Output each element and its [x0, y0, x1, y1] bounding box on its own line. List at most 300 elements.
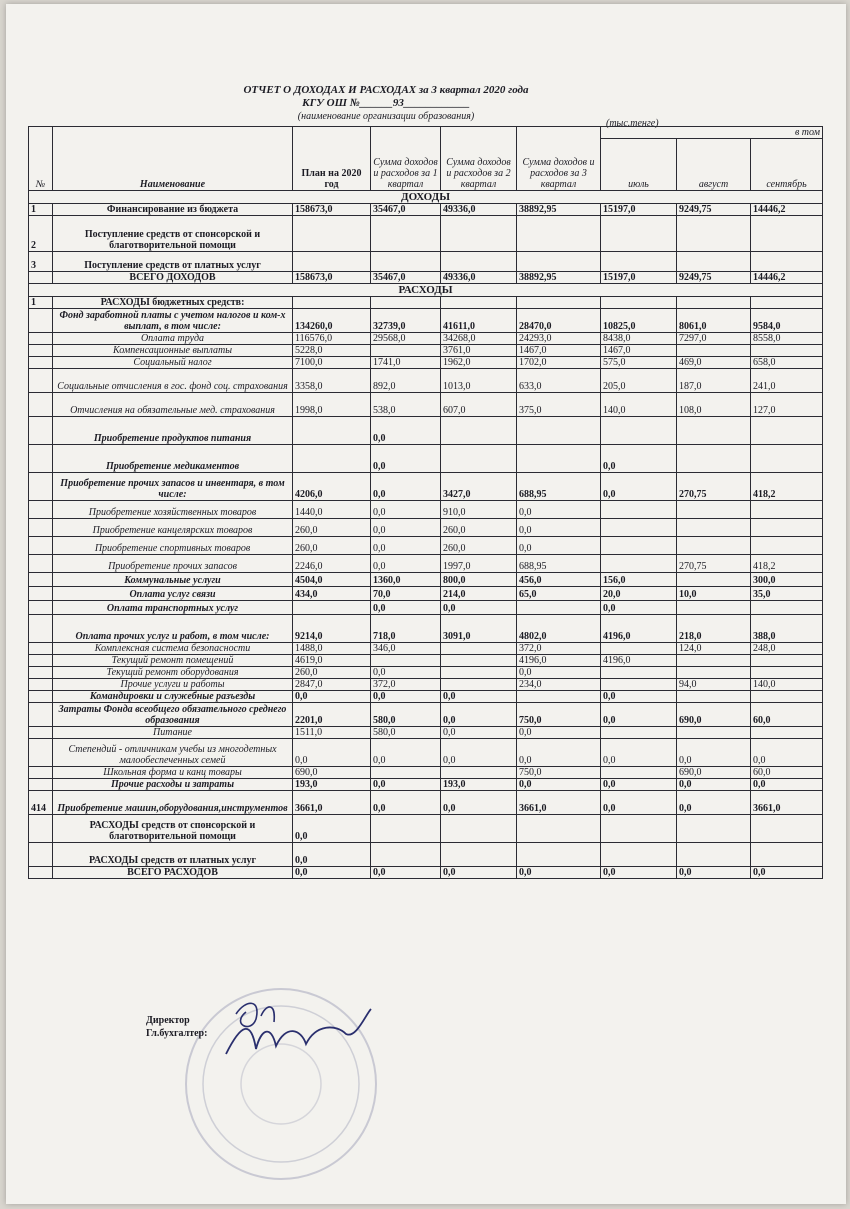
cell-name: Комплексная система безопасности [53, 643, 293, 655]
cell-q3: 38892,95 [517, 204, 601, 216]
cell-m2 [677, 667, 751, 679]
accountant-label: Гл.бухгалтер: [146, 1028, 208, 1039]
cell-q1: 580,0 [371, 727, 441, 739]
cell-q3 [517, 843, 601, 867]
cell-name: Школьная форма и канц товары [53, 767, 293, 779]
cell-plan [293, 252, 371, 272]
cell-q3: 4802,0 [517, 615, 601, 643]
cell-num [29, 309, 53, 333]
cell-m1 [601, 501, 677, 519]
cell-m3: 0,0 [751, 867, 823, 879]
cell-m2: 218,0 [677, 615, 751, 643]
cell-name: Приобретение машин,оборудования,инструментов [53, 791, 293, 815]
cell-m2: 8061,0 [677, 309, 751, 333]
cell-q1 [371, 216, 441, 252]
cell-q2 [441, 667, 517, 679]
cell-m3: 9584,0 [751, 309, 823, 333]
cell-m2: 270,75 [677, 555, 751, 573]
cell-m2: 108,0 [677, 393, 751, 417]
cell-m3: 127,0 [751, 393, 823, 417]
cell-name: Отчисления на обязательные мед. страхования [53, 393, 293, 417]
cell-plan: 1440,0 [293, 501, 371, 519]
cell-q2 [441, 643, 517, 655]
cell-m1 [601, 767, 677, 779]
cell-q2 [441, 679, 517, 691]
cell-q1: 0,0 [371, 445, 441, 473]
cell-m1 [601, 667, 677, 679]
cell-q3: 688,95 [517, 555, 601, 573]
cell-name: Финансирование из бюджета [53, 204, 293, 216]
cell-q1: 1741,0 [371, 357, 441, 369]
cell-plan: 260,0 [293, 537, 371, 555]
cell-m1: 0,0 [601, 739, 677, 767]
cell-m1: 4196,0 [601, 655, 677, 667]
cell-m1: 15197,0 [601, 204, 677, 216]
cell-q1: 29568,0 [371, 333, 441, 345]
cell-plan: 158673,0 [293, 204, 371, 216]
cell-m1: 10825,0 [601, 309, 677, 333]
signature-block [146, 1014, 207, 1040]
col-q3: Сумма доходов и расходов за 3 квартал [517, 127, 601, 191]
cell-m2: 0,0 [677, 739, 751, 767]
cell-m3: 388,0 [751, 615, 823, 643]
cell-m2 [677, 445, 751, 473]
cell-q2: 3091,0 [441, 615, 517, 643]
report-body [29, 191, 823, 879]
cell-q3 [517, 445, 601, 473]
cell-q3: 24293,0 [517, 333, 601, 345]
cell-num [29, 727, 53, 739]
cell-q3: 0,0 [517, 667, 601, 679]
cell-num [29, 537, 53, 555]
cell-name: Поступление средств от платных услуг [53, 252, 293, 272]
cell-m2: 187,0 [677, 369, 751, 393]
cell-q2: 0,0 [441, 867, 517, 879]
cell-m1: 8438,0 [601, 333, 677, 345]
cell-m1: 0,0 [601, 601, 677, 615]
cell-q3: 0,0 [517, 867, 601, 879]
cell-m3 [751, 519, 823, 537]
cell-plan: 4504,0 [293, 573, 371, 587]
cell-name: Приобретение прочих запасов и инвентаря, в том числе: [53, 473, 293, 501]
cell-num [29, 333, 53, 345]
cell-num [29, 767, 53, 779]
table-row [29, 333, 823, 345]
cell-plan: 3661,0 [293, 791, 371, 815]
cell-name: Оплата труда [53, 333, 293, 345]
cell-q1: 0,0 [371, 501, 441, 519]
cell-num [29, 643, 53, 655]
cell-m2: 0,0 [677, 867, 751, 879]
cell-name: Приобретение спортивных товаров [53, 537, 293, 555]
cell-name: Текущий ремонт помещений [53, 655, 293, 667]
cell-q2 [441, 655, 517, 667]
cell-q1 [371, 345, 441, 357]
cell-q1: 1360,0 [371, 573, 441, 587]
table-row [29, 791, 823, 815]
cell-q1: 70,0 [371, 587, 441, 601]
cell-m1: 20,0 [601, 587, 677, 601]
cell-num [29, 691, 53, 703]
cell-m3 [751, 417, 823, 445]
table-row [29, 309, 823, 333]
col-july: июль [601, 139, 677, 191]
cell-m3 [751, 667, 823, 679]
cell-m3: 35,0 [751, 587, 823, 601]
cell-q3: 375,0 [517, 393, 601, 417]
cell-q3: 1467,0 [517, 345, 601, 357]
col-group-in-total: в том [601, 127, 823, 139]
cell-m3 [751, 252, 823, 272]
cell-q1: 0,0 [371, 739, 441, 767]
cell-q2: 0,0 [441, 691, 517, 703]
table-row [29, 272, 823, 284]
cell-m1 [601, 216, 677, 252]
cell-q1 [371, 252, 441, 272]
cell-m3: 0,0 [751, 779, 823, 791]
cell-m3 [751, 445, 823, 473]
cell-plan: 434,0 [293, 587, 371, 601]
cell-num [29, 587, 53, 601]
cell-m1: 205,0 [601, 369, 677, 393]
cell-m1 [601, 843, 677, 867]
cell-m3 [751, 727, 823, 739]
cell-plan: 193,0 [293, 779, 371, 791]
cell-m2 [677, 573, 751, 587]
cell-q2: 193,0 [441, 779, 517, 791]
cell-q3: 633,0 [517, 369, 601, 393]
director-label: Директор [146, 1015, 190, 1026]
cell-q2: 0,0 [441, 739, 517, 767]
table-row [29, 284, 823, 297]
cell-num [29, 357, 53, 369]
cell-m2 [677, 417, 751, 445]
table-row [29, 779, 823, 791]
cell-q1: 892,0 [371, 369, 441, 393]
cell-q2: 49336,0 [441, 272, 517, 284]
cell-name: РАСХОДЫ средств от платных услуг [53, 843, 293, 867]
col-q2: Сумма доходов и расходов за 2 квартал [441, 127, 517, 191]
cell-q1: 0,0 [371, 537, 441, 555]
cell-name: Приобретение медикаментов [53, 445, 293, 473]
cell-q1 [371, 297, 441, 309]
cell-plan: 690,0 [293, 767, 371, 779]
cell-q1: 0,0 [371, 519, 441, 537]
cell-plan: 1488,0 [293, 643, 371, 655]
document-page [6, 4, 846, 1204]
cell-q2: 34268,0 [441, 333, 517, 345]
cell-m2 [677, 519, 751, 537]
cell-q3 [517, 417, 601, 445]
cell-q2 [441, 445, 517, 473]
cell-m3: 3661,0 [751, 791, 823, 815]
table-row [29, 252, 823, 272]
table-row [29, 615, 823, 643]
cell-num [29, 473, 53, 501]
cell-num: 2 [29, 216, 53, 252]
cell-q1: 35467,0 [371, 272, 441, 284]
cell-m1: 0,0 [601, 703, 677, 727]
col-plan: План на 2020 год [293, 127, 371, 191]
cell-m1 [601, 417, 677, 445]
cell-name: ВСЕГО ДОХОДОВ [53, 272, 293, 284]
cell-q3: 234,0 [517, 679, 601, 691]
cell-m1 [601, 815, 677, 843]
cell-q1: 0,0 [371, 601, 441, 615]
cell-m2 [677, 843, 751, 867]
cell-q2 [441, 815, 517, 843]
cell-m1 [601, 555, 677, 573]
cell-m3 [751, 216, 823, 252]
cell-m3: 418,2 [751, 473, 823, 501]
cell-m2 [677, 297, 751, 309]
cell-q3: 750,0 [517, 767, 601, 779]
cell-q1 [371, 815, 441, 843]
table-row [29, 297, 823, 309]
cell-num [29, 739, 53, 767]
cell-q3 [517, 297, 601, 309]
cell-m2: 9249,75 [677, 204, 751, 216]
cell-q3: 0,0 [517, 779, 601, 791]
cell-q3: 750,0 [517, 703, 601, 727]
cell-q1: 580,0 [371, 703, 441, 727]
cell-m1 [601, 727, 677, 739]
cell-q2 [441, 843, 517, 867]
cell-name: Социальные отчисления в гос. фонд соц. страхования [53, 369, 293, 393]
cell-m3 [751, 601, 823, 615]
cell-m3: 418,2 [751, 555, 823, 573]
cell-m2: 7297,0 [677, 333, 751, 345]
cell-q1 [371, 655, 441, 667]
cell-m2: 9249,75 [677, 272, 751, 284]
cell-m1: 140,0 [601, 393, 677, 417]
cell-name: РАСХОДЫ средств от спонсорской и благотворительной помощи [53, 815, 293, 843]
table-row [29, 501, 823, 519]
cell-q3: 0,0 [517, 537, 601, 555]
cell-q3: 688,95 [517, 473, 601, 501]
cell-q2 [441, 417, 517, 445]
cell-num: 1 [29, 204, 53, 216]
cell-plan: 1998,0 [293, 393, 371, 417]
cell-q1: 0,0 [371, 667, 441, 679]
cell-q3 [517, 601, 601, 615]
units-label: (тыс.тенге) [606, 118, 659, 129]
handwritten-signature [206, 994, 386, 1074]
cell-m1 [601, 297, 677, 309]
cell-num [29, 679, 53, 691]
cell-m3: 14446,2 [751, 204, 823, 216]
cell-m1: 0,0 [601, 791, 677, 815]
cell-q1: 32739,0 [371, 309, 441, 333]
table-row [29, 587, 823, 601]
cell-plan [293, 216, 371, 252]
cell-plan: 0,0 [293, 691, 371, 703]
table-row [29, 727, 823, 739]
cell-name: Степендий - отличникам учебы из многодетных малообеспеченных семей [53, 739, 293, 767]
cell-q1: 372,0 [371, 679, 441, 691]
cell-plan: 2847,0 [293, 679, 371, 691]
cell-m1: 0,0 [601, 473, 677, 501]
cell-q3 [517, 252, 601, 272]
cell-plan [293, 297, 371, 309]
cell-plan: 4206,0 [293, 473, 371, 501]
cell-q1: 538,0 [371, 393, 441, 417]
cell-q3 [517, 815, 601, 843]
cell-name: Фонд заработной платы с учетом налогов и ком-х выплат, в том числе: [53, 309, 293, 333]
cell-q3: 0,0 [517, 727, 601, 739]
cell-q3: 456,0 [517, 573, 601, 587]
cell-plan: 0,0 [293, 843, 371, 867]
cell-m2: 270,75 [677, 473, 751, 501]
cell-name: Компенсационные выплаты [53, 345, 293, 357]
cell-name: Оплата услуг связи [53, 587, 293, 601]
cell-m1: 0,0 [601, 445, 677, 473]
cell-m2: 10,0 [677, 587, 751, 601]
cell-num [29, 843, 53, 867]
cell-q2: 3761,0 [441, 345, 517, 357]
cell-plan: 5228,0 [293, 345, 371, 357]
cell-name: ВСЕГО РАСХОДОВ [53, 867, 293, 879]
col-number: № [29, 127, 53, 191]
cell-plan: 9214,0 [293, 615, 371, 643]
cell-m2 [677, 815, 751, 843]
cell-m1: 4196,0 [601, 615, 677, 643]
cell-m1 [601, 643, 677, 655]
cell-q2 [441, 216, 517, 252]
table-row [29, 417, 823, 445]
cell-q2: 0,0 [441, 791, 517, 815]
cell-q1 [371, 843, 441, 867]
cell-q1: 0,0 [371, 417, 441, 445]
cell-m2: 94,0 [677, 679, 751, 691]
section-expenses: РАСХОДЫ [29, 284, 823, 297]
cell-q1: 0,0 [371, 867, 441, 879]
cell-num: 1 [29, 297, 53, 309]
cell-q3: 0,0 [517, 501, 601, 519]
col-q1: Сумма доходов и расходов за 1 квартал [371, 127, 441, 191]
cell-m1 [601, 537, 677, 555]
cell-m1: 0,0 [601, 867, 677, 879]
cell-q1: 718,0 [371, 615, 441, 643]
cell-plan [293, 601, 371, 615]
cell-plan: 260,0 [293, 519, 371, 537]
cell-m2 [677, 252, 751, 272]
cell-m3: 14446,2 [751, 272, 823, 284]
cell-num [29, 867, 53, 879]
cell-q1: 346,0 [371, 643, 441, 655]
cell-q2: 0,0 [441, 601, 517, 615]
cell-q3: 3661,0 [517, 791, 601, 815]
cell-q2: 3427,0 [441, 473, 517, 501]
cell-plan: 4619,0 [293, 655, 371, 667]
cell-num [29, 345, 53, 357]
table-row [29, 345, 823, 357]
cell-num [29, 667, 53, 679]
cell-m1: 0,0 [601, 779, 677, 791]
cell-plan: 0,0 [293, 739, 371, 767]
cell-name: Приобретение хозяйственных товаров [53, 501, 293, 519]
cell-q2: 41611,0 [441, 309, 517, 333]
cell-m3: 241,0 [751, 369, 823, 393]
cell-q3 [517, 216, 601, 252]
cell-m3: 0,0 [751, 739, 823, 767]
table-row [29, 393, 823, 417]
cell-name: Оплата транспортных услуг [53, 601, 293, 615]
cell-plan: 7100,0 [293, 357, 371, 369]
cell-q1: 0,0 [371, 779, 441, 791]
cell-plan: 0,0 [293, 867, 371, 879]
cell-m2 [677, 691, 751, 703]
table-row [29, 369, 823, 393]
cell-q1: 35467,0 [371, 204, 441, 216]
table-row [29, 555, 823, 573]
table-row [29, 216, 823, 252]
cell-q3 [517, 691, 601, 703]
cell-num [29, 272, 53, 284]
cell-plan: 116576,0 [293, 333, 371, 345]
cell-num [29, 369, 53, 393]
table-row [29, 739, 823, 767]
col-name: Наименование [53, 127, 293, 191]
cell-m1: 575,0 [601, 357, 677, 369]
cell-q3: 0,0 [517, 519, 601, 537]
cell-name: Коммунальные услуги [53, 573, 293, 587]
cell-m1: 15197,0 [601, 272, 677, 284]
cell-m3: 60,0 [751, 767, 823, 779]
table-row [29, 445, 823, 473]
cell-num [29, 573, 53, 587]
cell-m3: 140,0 [751, 679, 823, 691]
cell-plan: 0,0 [293, 815, 371, 843]
cell-m2 [677, 216, 751, 252]
cell-plan: 1511,0 [293, 727, 371, 739]
cell-m2 [677, 537, 751, 555]
cell-m1: 1467,0 [601, 345, 677, 357]
cell-plan [293, 445, 371, 473]
cell-name: Прочие услуги и работы [53, 679, 293, 691]
cell-num: 414 [29, 791, 53, 815]
cell-q2: 260,0 [441, 537, 517, 555]
cell-q2 [441, 297, 517, 309]
cell-q1: 0,0 [371, 691, 441, 703]
cell-m3 [751, 345, 823, 357]
cell-num [29, 615, 53, 643]
organization-line: КГУ ОШ №______93____________ [302, 97, 470, 109]
cell-num [29, 655, 53, 667]
cell-m2: 124,0 [677, 643, 751, 655]
cell-q3: 38892,95 [517, 272, 601, 284]
table-row [29, 573, 823, 587]
table-row [29, 667, 823, 679]
cell-m3: 248,0 [751, 643, 823, 655]
cell-q3: 1702,0 [517, 357, 601, 369]
cell-m2 [677, 655, 751, 667]
cell-q3: 4196,0 [517, 655, 601, 667]
table-row [29, 679, 823, 691]
cell-m1 [601, 679, 677, 691]
cell-plan: 2246,0 [293, 555, 371, 573]
cell-m3 [751, 297, 823, 309]
table-row [29, 655, 823, 667]
cell-q2: 214,0 [441, 587, 517, 601]
table-row [29, 473, 823, 501]
cell-q2: 260,0 [441, 519, 517, 537]
col-september: сентябрь [751, 139, 823, 191]
cell-q2: 607,0 [441, 393, 517, 417]
cell-m3 [751, 843, 823, 867]
cell-plan: 2201,0 [293, 703, 371, 727]
cell-name: Приобретение прочих запасов [53, 555, 293, 573]
